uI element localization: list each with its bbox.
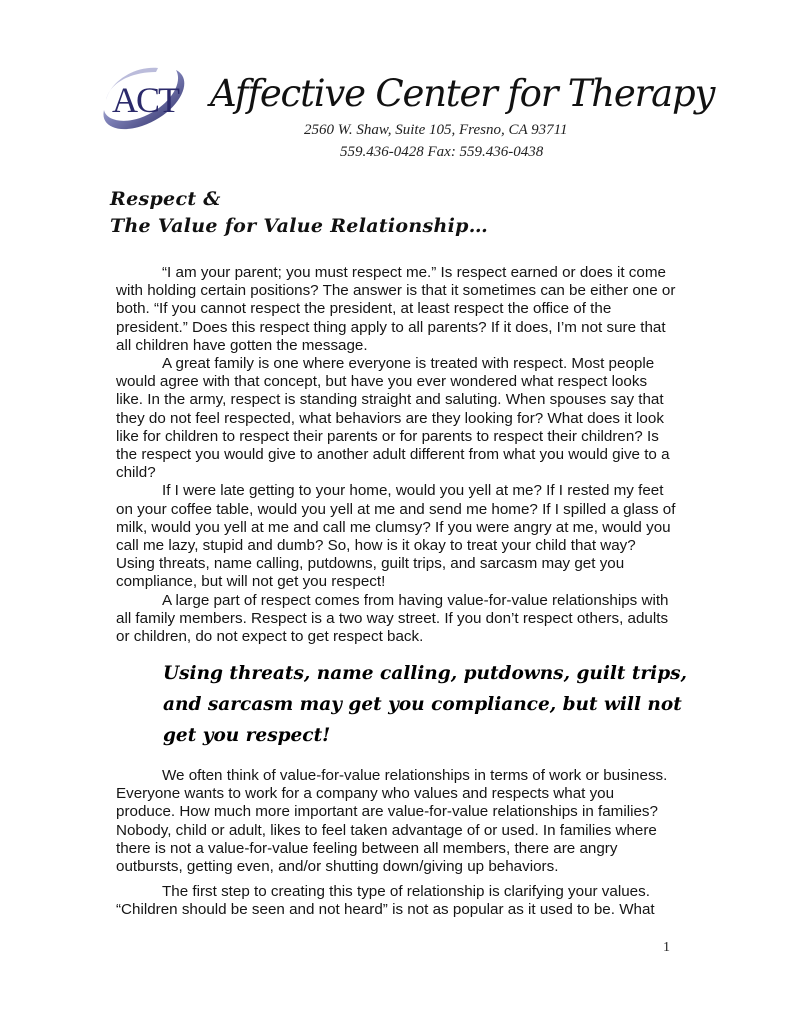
act-logo-text: ACT	[112, 80, 178, 120]
callout-line-2: and sarcasm may get you compliance, but will not	[163, 694, 682, 715]
organization-address: 2560 W. Shaw, Suite 105, Fresno, CA 93711	[304, 122, 568, 138]
callout-line-1: Using threats, name calling, putdowns, guilt trips,	[163, 663, 687, 684]
paragraph: “I am your parent; you must respect me.” Is respect earned or does it come with holding certain positions? The answer is that it sometimes can be either one or both. “If you cannot respect the president, at least respect the office of the president.” Does this respect thing apply to all parents? If it does, I’m not sure that all children have gotten the message.	[116, 264, 676, 354]
paragraph: The first step to creating this type of relationship is clarifying your values. “Children should be seen and not heard” is not as popular as it used to be. What	[116, 883, 655, 919]
act-logo	[98, 66, 190, 132]
body-section-bottom	[116, 883, 676, 919]
callout-quote	[163, 658, 687, 751]
organization-phone-fax: 559.436-0428 Fax: 559.436-0438	[340, 144, 544, 160]
paragraph: We often think of value-for-value relationships in terms of work or business. Everyone wants to work for a company who values and respects what you produce. How much more important are value-for-value relationships in families? Nobody, child or adult, likes to feel taken advantage of or used. In families where there is not a value-for-value feeling between all members, there are angry outbursts, getting even, and/or shutting down/giving up behaviors.	[116, 767, 668, 876]
letterhead	[0, 0, 791, 170]
paragraph: A great family is one where everyone is treated with respect. Most people would agree with that concept, but have you ever wondered what respect looks like. In the army, respect is standing straight and saluting. When spouses say that they do not feel respected, what behaviors are they looking for? What does it look like for children to respect their parents or for parents to respect their children? Is the respect you would give to another adult different from what you would give to a child?	[116, 355, 670, 482]
paragraph: A large part of respect comes from having value-for-value relationships with all family members. Respect is a two way street. If you don’t respect others, adults or children, do not expect to get respect back.	[116, 591, 669, 646]
title-line-2: The Value for Value Relationship…	[110, 215, 489, 237]
act-logo-icon	[98, 66, 190, 132]
document-title	[110, 186, 488, 240]
title-line-1: Respect &	[110, 188, 221, 210]
body-section-middle	[116, 767, 676, 876]
body-section-top	[116, 264, 676, 646]
paragraph: If I were late getting to your home, would you yell at me? If I rested my feet on your coffee table, would you yell at me and send me home? If I spilled a glass of milk, would you yell at me and call me clumsy? If you were angry at me, would you call me lazy, stupid and dumb? So, how is it okay to treat your child that way? Using threats, name calling, putdowns, guilt trips, and sarcasm may get you compliance, but will not get you respect!	[116, 482, 676, 591]
callout-line-3: get you respect!	[163, 725, 331, 746]
organization-name: Affective Center for Therapy	[210, 72, 715, 115]
page-number: 1	[663, 940, 670, 955]
